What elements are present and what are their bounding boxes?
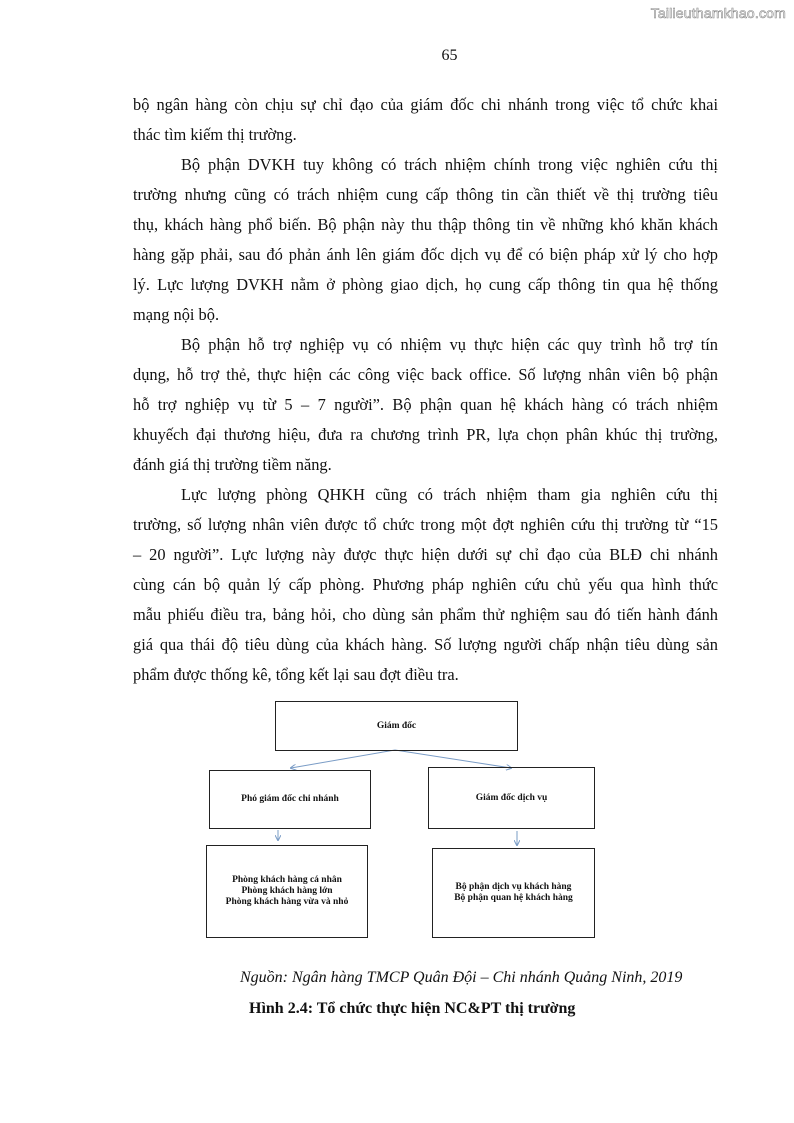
paragraph-line: dụng, hỗ trợ thẻ, thực hiện các công việc back office. Số lượng nhân viên bộ phận	[133, 365, 718, 384]
unit-label: Phòng khách hàng vừa và nhỏ	[225, 897, 349, 907]
paragraph-line: lý. Lực lượng DVKH nằm ở phòng giao dịch, họ cung cấp thông tin qua hệ thống	[133, 275, 718, 294]
paragraph-line: cùng cán bộ quản lý cấp phòng. Phương pháp nghiên cứu chủ yếu qua hình thức	[133, 575, 718, 594]
unit-label: Phòng khách hàng lớn	[241, 886, 333, 896]
arrow-to-deputy	[291, 750, 395, 768]
box-label: Giám đốc	[376, 720, 417, 731]
figure-title: Hình 2.4: Tổ chức thực hiện NC&PT thị trường	[249, 1000, 576, 1017]
paragraph-line: Bộ phận hỗ trợ nghiệp vụ có nhiệm vụ thực hiện các quy trình hỗ trợ tín	[181, 335, 718, 354]
watermark: Tailieuthamkhao.com	[650, 5, 786, 21]
box-service-units	[432, 848, 595, 938]
box-deputy-units	[206, 845, 368, 938]
paragraph-line: trường, số lượng nhân viên được tổ chức trong một đợt nghiên cứu thị trường từ “15	[133, 515, 718, 534]
paragraph-line: – 20 người”. Lực lượng này được thực hiện dưới sự chỉ đạo của BLĐ chi nhánh	[133, 545, 718, 564]
box-director	[275, 701, 518, 751]
unit-label: Bộ phận dịch vụ khách hàng	[455, 882, 572, 892]
paragraph-line: đánh giá thị trường tiềm năng.	[133, 455, 332, 474]
figure-source: Nguồn: Ngân hàng TMCP Quân Đội – Chi nhánh Quảng Ninh, 2019	[240, 969, 683, 986]
box-service-director	[428, 767, 595, 829]
paragraph-line: bộ ngân hàng còn chịu sự chỉ đạo của giám đốc chi nhánh trong việc tổ chức khai	[133, 95, 718, 114]
paragraph-line: thụ, khách hàng phổ biến. Bộ phận này thu thập thông tin về những khó khăn khách	[133, 215, 718, 234]
paragraph-line: giá qua thái độ tiêu dùng của khách hàng. Số lượng người chấp nhận tiêu dùng sản	[133, 635, 718, 654]
page-number: 65	[441, 47, 458, 64]
paragraph-line: trường nhưng cũng có trách nhiệm cung cấp thông tin cần thiết về thị trường tiêu	[133, 185, 718, 204]
paragraph-line: Lực lượng phòng QHKH cũng có trách nhiệm tham gia nghiên cứu thị	[181, 485, 718, 504]
arrow-to-service	[395, 750, 511, 768]
paragraph-line: thác tìm kiếm thị trường.	[133, 125, 297, 144]
unit-label: Bộ phận quan hệ khách hàng	[454, 893, 573, 903]
paragraph-line: khuyếch đại thương hiệu, đưa ra chương trình PR, lựa chọn phân khúc thị trường,	[133, 425, 718, 444]
paragraph-line: mẫu phiếu điều tra, bảng hỏi, cho dùng sản phẩm thử nghiệm sau đó tiến hành đánh	[133, 605, 718, 624]
paragraph-line: hỗ trợ nghiệp vụ từ 5 – 7 người”. Bộ phận quan hệ khách hàng có trách nhiệm	[133, 395, 718, 414]
paragraph-line: phẩm được thống kê, tổng kết lại sau đợt điều tra.	[133, 665, 459, 684]
unit-label: Phòng khách hàng cá nhân	[232, 875, 342, 885]
paragraph-line: hàng gặp phải, sau đó phản ánh lên giám đốc dịch vụ để có biện pháp xử lý cho hợp	[133, 245, 718, 264]
box-label: Phó giám đốc chi nhánh	[241, 794, 339, 804]
box-label: Giám đốc dịch vụ	[475, 792, 548, 803]
paragraph-line: mạng nội bộ.	[133, 305, 220, 324]
box-deputy-director	[209, 770, 371, 829]
paragraph-line: Bộ phận DVKH tuy không có trách nhiệm chính trong việc nghiên cứu thị	[181, 155, 718, 174]
